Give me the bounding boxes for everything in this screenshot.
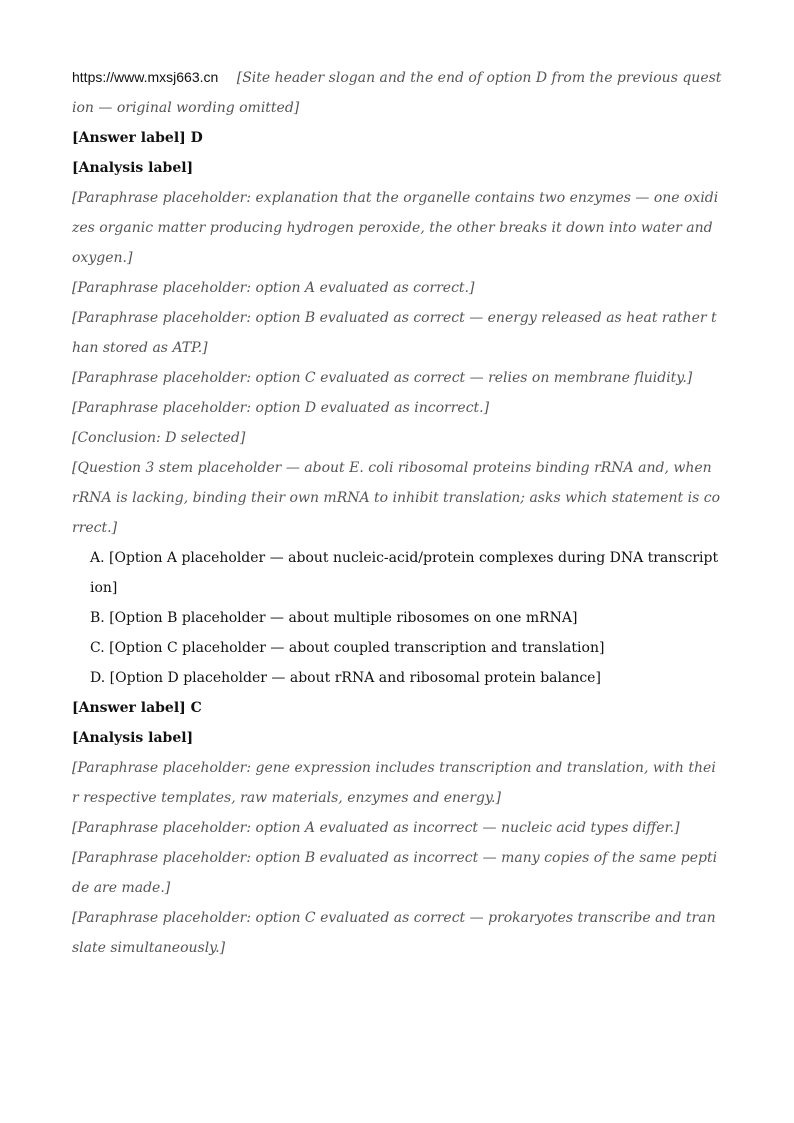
paragraph: [Paraphrase placeholder: gene expression includes transcription and translation, with their respective templates, raw materials, enzymes and energy.] (72, 760, 716, 806)
paragraph: [Paraphrase placeholder: option C evaluated as correct — prokaryotes transcribe and translate simultaneously.] (72, 910, 716, 956)
answer-option: B. [Option B placeholder — about multiple ribosomes on one mRNA] (90, 610, 578, 626)
site-url[interactable]: https://www.mxsj663.cn (72, 69, 219, 85)
paragraph: [Paraphrase placeholder: option C evaluated as correct — relies on membrane fluidity.] (72, 370, 693, 386)
paragraph: [Paraphrase placeholder: option D evaluated as incorrect.] (72, 400, 490, 416)
paragraph: [Paraphrase placeholder: option B evaluated as incorrect — many copies of the same peptide are made.] (72, 850, 718, 896)
answer-option: A. [Option A placeholder — about nucleic-acid/protein complexes during DNA transcription] (90, 550, 719, 596)
document-body (72, 123, 722, 963)
page-header (72, 62, 722, 123)
paragraph: [Paraphrase placeholder: option B evaluated as correct — energy released as heat rather than stored as ATP.] (72, 310, 717, 356)
answer-option: C. [Option C placeholder — about coupled transcription and translation] (90, 640, 605, 656)
paragraph: [Paraphrase placeholder: explanation that the organelle contains two enzymes — one oxidizes organic matter producing hydrogen peroxide, the other breaks it down into water and oxygen.] (72, 190, 719, 266)
paragraph: [Question 3 stem placeholder — about E. coli ribosomal proteins binding rRNA and, when rRNA is lacking, binding their own mRNA to inhibit translation; asks which statement is correct.] (72, 460, 720, 536)
answer-option: D. [Option D placeholder — about rRNA and ribosomal protein balance] (90, 670, 601, 686)
section-label: [Answer label] D (72, 130, 203, 146)
paragraph: [Conclusion: D selected] (72, 430, 246, 446)
section-label: [Analysis label] (72, 160, 194, 176)
header-summary: [Site header slogan and the end of option D from the previous question — original wording omitted] (72, 70, 722, 116)
section-label: [Answer label] C (72, 700, 202, 716)
paragraph: [Paraphrase placeholder: option A evaluated as correct.] (72, 280, 475, 296)
paragraph: [Paraphrase placeholder: option A evaluated as incorrect — nucleic acid types differ.] (72, 820, 680, 836)
section-label: [Analysis label] (72, 730, 194, 746)
